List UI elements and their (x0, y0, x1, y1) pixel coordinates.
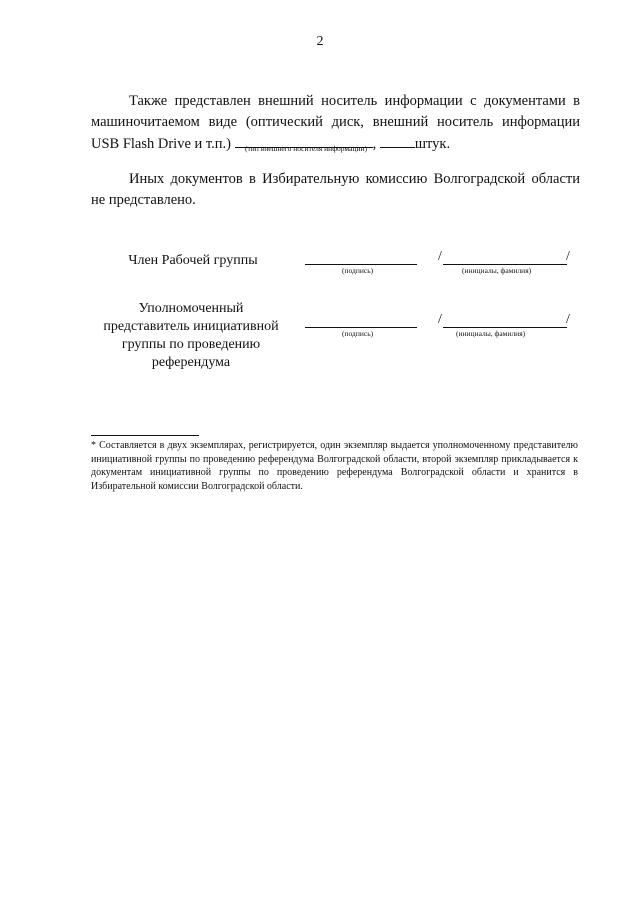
signature-line (305, 327, 417, 328)
media-separator: , (372, 136, 380, 152)
footnote: * Составляется в двух экземплярах, регистрируется, один экземпляр выдается уполномоченному представителю инициативной группы по проведению референдума Волгоградской области, второй экземпляр прикладывается к документам инициативной группы по проведению референдума Волгоградской области и хранится в Избирательной комиссии Волгоградской области. (91, 440, 578, 492)
signature-hint: (подпись) (342, 329, 374, 338)
media-count-blank (380, 133, 415, 148)
media-count-unit: штук. (414, 136, 451, 152)
signer-role-initiative-representative: Уполномоченный представитель инициативной группы по проведению референдума (103, 301, 279, 370)
no-other-documents-text: Иных документов в Избирательную комиссию Волгоградской области не представлено. (91, 171, 580, 208)
footnote-rule (91, 435, 199, 436)
name-slash-open: / (438, 249, 442, 264)
name-hint: (инициалы, фамилия) (456, 329, 526, 338)
name-line (443, 264, 567, 265)
name-hint: (инициалы, фамилия) (462, 266, 532, 275)
no-other-documents-paragraph (91, 169, 580, 211)
name-slash-close: / (566, 312, 570, 327)
name-slash-close: / (566, 249, 570, 264)
signature-line (305, 264, 417, 265)
media-type-hint: (тип внешнего носителя информации) (245, 144, 367, 153)
name-slash-open: / (438, 312, 442, 327)
signer-role-working-group: Член Рабочей группы (128, 253, 258, 268)
page-number: 2 (316, 34, 324, 49)
signature-hint: (подпись) (342, 266, 374, 275)
media-paragraph-text: Также представлен внешний носитель информации с документами в машиночитаемом виде (оптический диск, внешний носитель информации USB Flash Drive и т.п.) (91, 93, 580, 152)
name-line (443, 327, 567, 328)
